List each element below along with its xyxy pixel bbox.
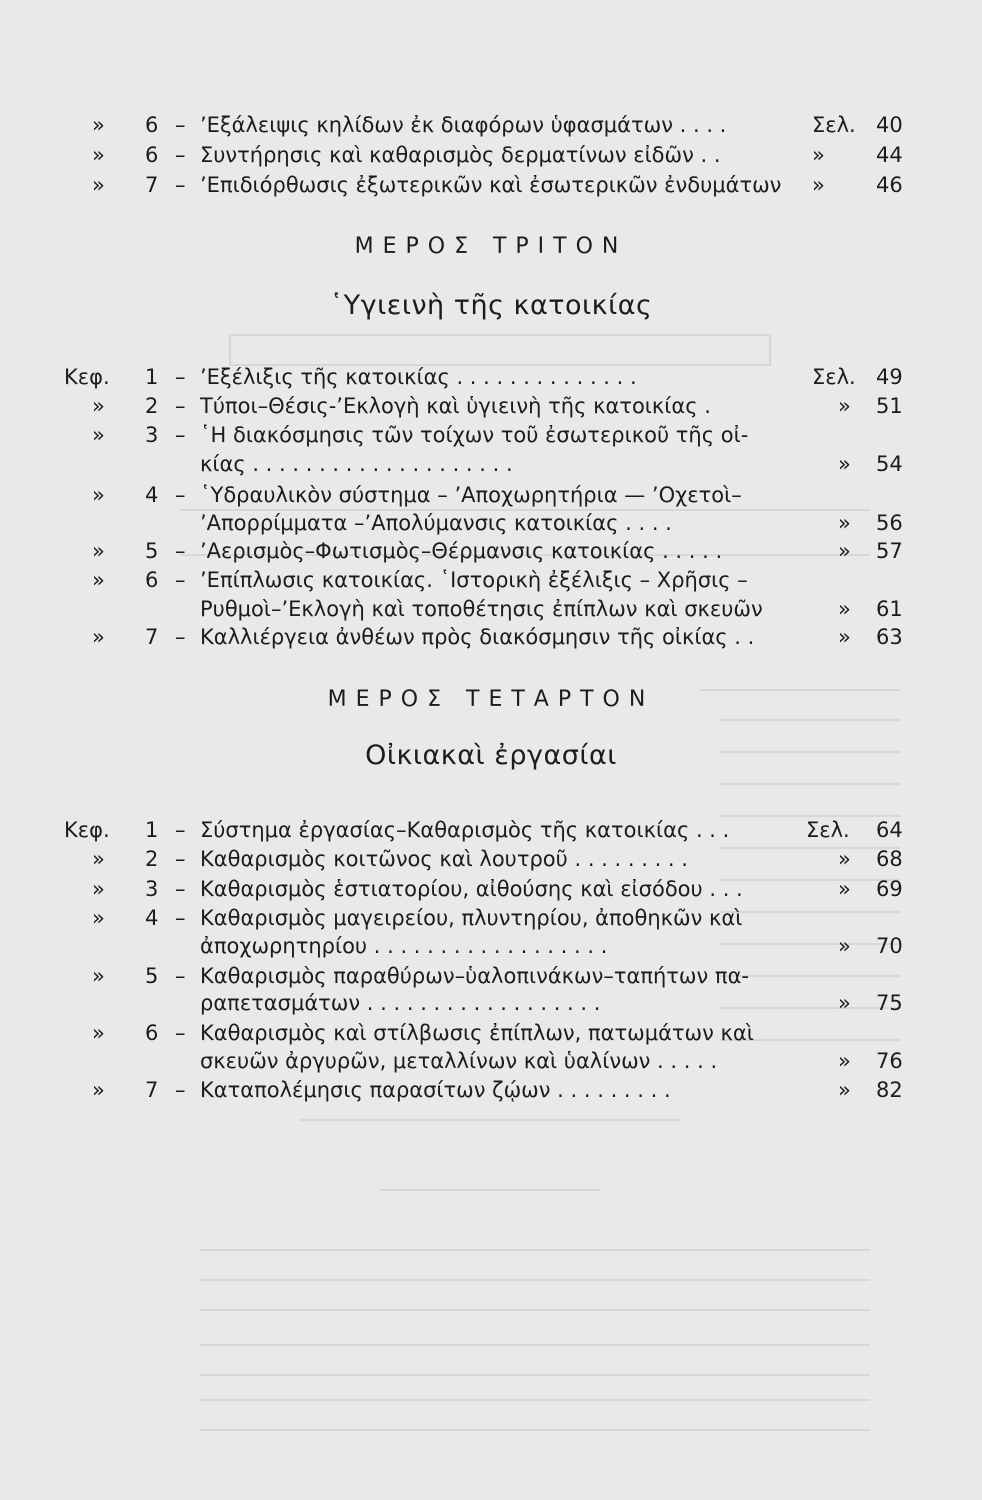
entry-prefix: » bbox=[92, 423, 105, 447]
entry-page-label: Σελ. bbox=[812, 113, 856, 137]
entry-prefix: » bbox=[92, 1078, 105, 1102]
entry-dash: – bbox=[175, 113, 186, 137]
entry-title: Καλλιέργεια ἀνθέων πρὸς διακόσμησιν τῆς οἰκίας . . bbox=[200, 625, 755, 649]
entry-prefix: » bbox=[92, 394, 105, 418]
entry-page-label: » bbox=[838, 539, 851, 563]
entry-number: 6 bbox=[145, 143, 159, 167]
entry-number: 7 bbox=[145, 625, 159, 649]
entry-dash: – bbox=[175, 568, 186, 592]
entry-prefix: Κεφ. bbox=[64, 365, 110, 389]
entry-prefix: » bbox=[92, 143, 105, 167]
entry-number: 6 bbox=[145, 568, 159, 592]
entry-page-label: » bbox=[838, 452, 851, 476]
entry-dash: – bbox=[175, 818, 186, 842]
entry-title: ’Επιδιόρθωσις ἐξωτερικῶν καὶ ἐσωτερικῶν ἐνδυμάτων bbox=[200, 173, 782, 197]
entry-page-number: 54 bbox=[876, 452, 903, 476]
entry-page-number: 61 bbox=[876, 597, 903, 621]
entry-title: ῾Υδραυλικὸν σύστημα – ’Αποχωρητήρια — ’Οχετοὶ– bbox=[200, 483, 742, 507]
entry-dash: – bbox=[175, 143, 186, 167]
part-heading: ΜΕΡΟΣ ΤΡΙΤΟΝ bbox=[354, 234, 628, 259]
entry-title-continuation: σκευῶν ἀργυρῶν, μεταλλίνων καὶ ὑαλίνων . . . . . bbox=[200, 1049, 718, 1073]
entry-title: Καθαρισμὸς παραθύρων–ὑαλοπινάκων–ταπήτων πα- bbox=[200, 964, 749, 988]
entry-number: 6 bbox=[145, 113, 159, 137]
entry-page-label: » bbox=[838, 847, 851, 871]
entry-title: ’Εξέλιξις τῆς κατοικίας . . . . . . . . . . . . . . bbox=[200, 365, 637, 389]
entry-page-number: 82 bbox=[876, 1078, 903, 1102]
entry-page-number: 51 bbox=[876, 394, 903, 418]
entry-number: 2 bbox=[145, 847, 159, 871]
entry-number: 2 bbox=[145, 394, 159, 418]
entry-prefix: » bbox=[92, 173, 105, 197]
entry-prefix: » bbox=[92, 113, 105, 137]
entry-page-label: » bbox=[812, 143, 825, 167]
entry-prefix: » bbox=[92, 1021, 105, 1045]
entry-page-label: » bbox=[812, 173, 825, 197]
entry-dash: – bbox=[175, 394, 186, 418]
entry-dash: – bbox=[175, 906, 186, 930]
entry-number: 7 bbox=[145, 173, 159, 197]
entry-page-label: » bbox=[838, 1078, 851, 1102]
entry-number: 1 bbox=[145, 365, 159, 389]
entry-page-label: » bbox=[838, 625, 851, 649]
entry-number: 3 bbox=[145, 877, 159, 901]
entry-page-number: 69 bbox=[876, 877, 903, 901]
entry-page-number: 70 bbox=[876, 934, 903, 958]
entry-number: 3 bbox=[145, 423, 159, 447]
entry-number: 5 bbox=[145, 539, 159, 563]
entry-title-continuation: Ρυθμοὶ–’Εκλογὴ καὶ τοποθέτησις ἐπίπλων καὶ σκευῶν bbox=[200, 597, 763, 621]
entry-dash: – bbox=[175, 1078, 186, 1102]
entry-page-number: 76 bbox=[876, 1049, 903, 1073]
entry-dash: – bbox=[175, 423, 186, 447]
entry-number: 1 bbox=[145, 818, 159, 842]
entry-title: ’Αερισμὸς–Φωτισμὸς–Θέρμανσις κατοικίας . . . . . bbox=[200, 539, 723, 563]
entry-dash: – bbox=[175, 173, 186, 197]
entry-title-continuation: ἀποχωρητηρίου . . . . . . . . . . . . . . . . . . bbox=[200, 934, 608, 958]
entry-number: 6 bbox=[145, 1021, 159, 1045]
entry-page-label: » bbox=[838, 1049, 851, 1073]
entry-title: Καθαρισμὸς καὶ στίλβωσις ἐπίπλων, πατωμάτων καὶ bbox=[200, 1021, 754, 1045]
entry-page-number: 57 bbox=[876, 539, 903, 563]
entry-title: Τύποι–Θέσις-’Εκλογὴ καὶ ὑγιεινὴ τῆς κατοικίας . bbox=[200, 394, 711, 418]
entry-title: ’Επίπλωσις κατοικίας. ῾Ιστορικὴ ἐξέλιξις – Χρῆσις – bbox=[200, 568, 748, 592]
entry-page-label: Σελ. bbox=[812, 365, 856, 389]
entry-number: 4 bbox=[145, 483, 159, 507]
entry-prefix: » bbox=[92, 625, 105, 649]
entry-title: ’Εξάλειψις κηλίδων ἐκ διαφόρων ὑφασμάτων . . . . bbox=[200, 113, 727, 137]
entry-page-label: » bbox=[838, 511, 851, 535]
entry-page-number: 44 bbox=[876, 143, 903, 167]
entry-dash: – bbox=[175, 847, 186, 871]
entry-prefix: » bbox=[92, 568, 105, 592]
part-heading: ΜΕΡΟΣ ΤΕΤΑΡΤΟΝ bbox=[327, 687, 655, 712]
entry-page-label: » bbox=[838, 597, 851, 621]
entry-page-number: 40 bbox=[876, 113, 903, 137]
part-subheading: ῾Υγιεινὴ τῆς κατοικίας bbox=[329, 290, 653, 321]
entry-page-number: 49 bbox=[876, 365, 903, 389]
entry-page-number: 63 bbox=[876, 625, 903, 649]
entry-page-label: » bbox=[838, 991, 851, 1015]
entry-dash: – bbox=[175, 877, 186, 901]
entry-dash: – bbox=[175, 1021, 186, 1045]
entry-title: Συντήρησις καὶ καθαρισμὸς δερματίνων εἰδῶν . . bbox=[200, 143, 721, 167]
entry-title: Καθαρισμὸς μαγειρείου, πλυντηρίου, ἀποθηκῶν καὶ bbox=[200, 906, 743, 930]
entry-dash: – bbox=[175, 483, 186, 507]
entry-page-label: » bbox=[838, 394, 851, 418]
entry-title-continuation: ’Απορρίμματα –’Απολύμανσις κατοικίας . . . . bbox=[200, 511, 672, 535]
part-subheading: Οἰκιακαὶ ἐργασίαι bbox=[365, 740, 617, 771]
entry-title: Σύστημα ἐργασίας–Καθαρισμὸς τῆς κατοικίας . . . bbox=[200, 818, 730, 842]
entry-number: 4 bbox=[145, 906, 159, 930]
entry-prefix: » bbox=[92, 964, 105, 988]
entry-dash: – bbox=[175, 539, 186, 563]
entry-dash: – bbox=[175, 964, 186, 988]
entry-prefix: » bbox=[92, 906, 105, 930]
entry-prefix: » bbox=[92, 847, 105, 871]
entry-title: Καθαρισμὸς κοιτῶνος καὶ λουτροῦ . . . . . . . . . bbox=[200, 847, 688, 871]
entry-prefix: » bbox=[92, 539, 105, 563]
entry-dash: – bbox=[175, 625, 186, 649]
entry-prefix: » bbox=[92, 483, 105, 507]
entry-page-label: Σελ. bbox=[806, 818, 850, 842]
entry-page-number: 46 bbox=[876, 173, 903, 197]
entry-dash: – bbox=[175, 365, 186, 389]
entry-title: ῾Η διακόσμησις τῶν τοίχων τοῦ ἐσωτερικοῦ τῆς οἰ- bbox=[200, 423, 749, 447]
entry-page-number: 75 bbox=[876, 991, 903, 1015]
entry-page-number: 64 bbox=[876, 818, 903, 842]
entry-number: 7 bbox=[145, 1078, 159, 1102]
entry-page-label: » bbox=[838, 934, 851, 958]
entry-title-continuation: ραπετασμάτων . . . . . . . . . . . . . . . . . . bbox=[200, 991, 601, 1015]
entry-page-label: » bbox=[838, 877, 851, 901]
entry-page-number: 68 bbox=[876, 847, 903, 871]
entry-prefix: Κεφ. bbox=[64, 818, 110, 842]
entry-prefix: » bbox=[92, 877, 105, 901]
entry-page-number: 56 bbox=[876, 511, 903, 535]
entry-title: Καθαρισμὸς ἑστιατορίου, αἰθούσης καὶ εἰσόδου . . . bbox=[200, 877, 743, 901]
entry-title: Καταπολέμησις παρασίτων ζῴων . . . . . . . . . bbox=[200, 1078, 671, 1102]
entry-number: 5 bbox=[145, 964, 159, 988]
entry-title-continuation: κίας . . . . . . . . . . . . . . . . . . . . bbox=[200, 452, 513, 476]
